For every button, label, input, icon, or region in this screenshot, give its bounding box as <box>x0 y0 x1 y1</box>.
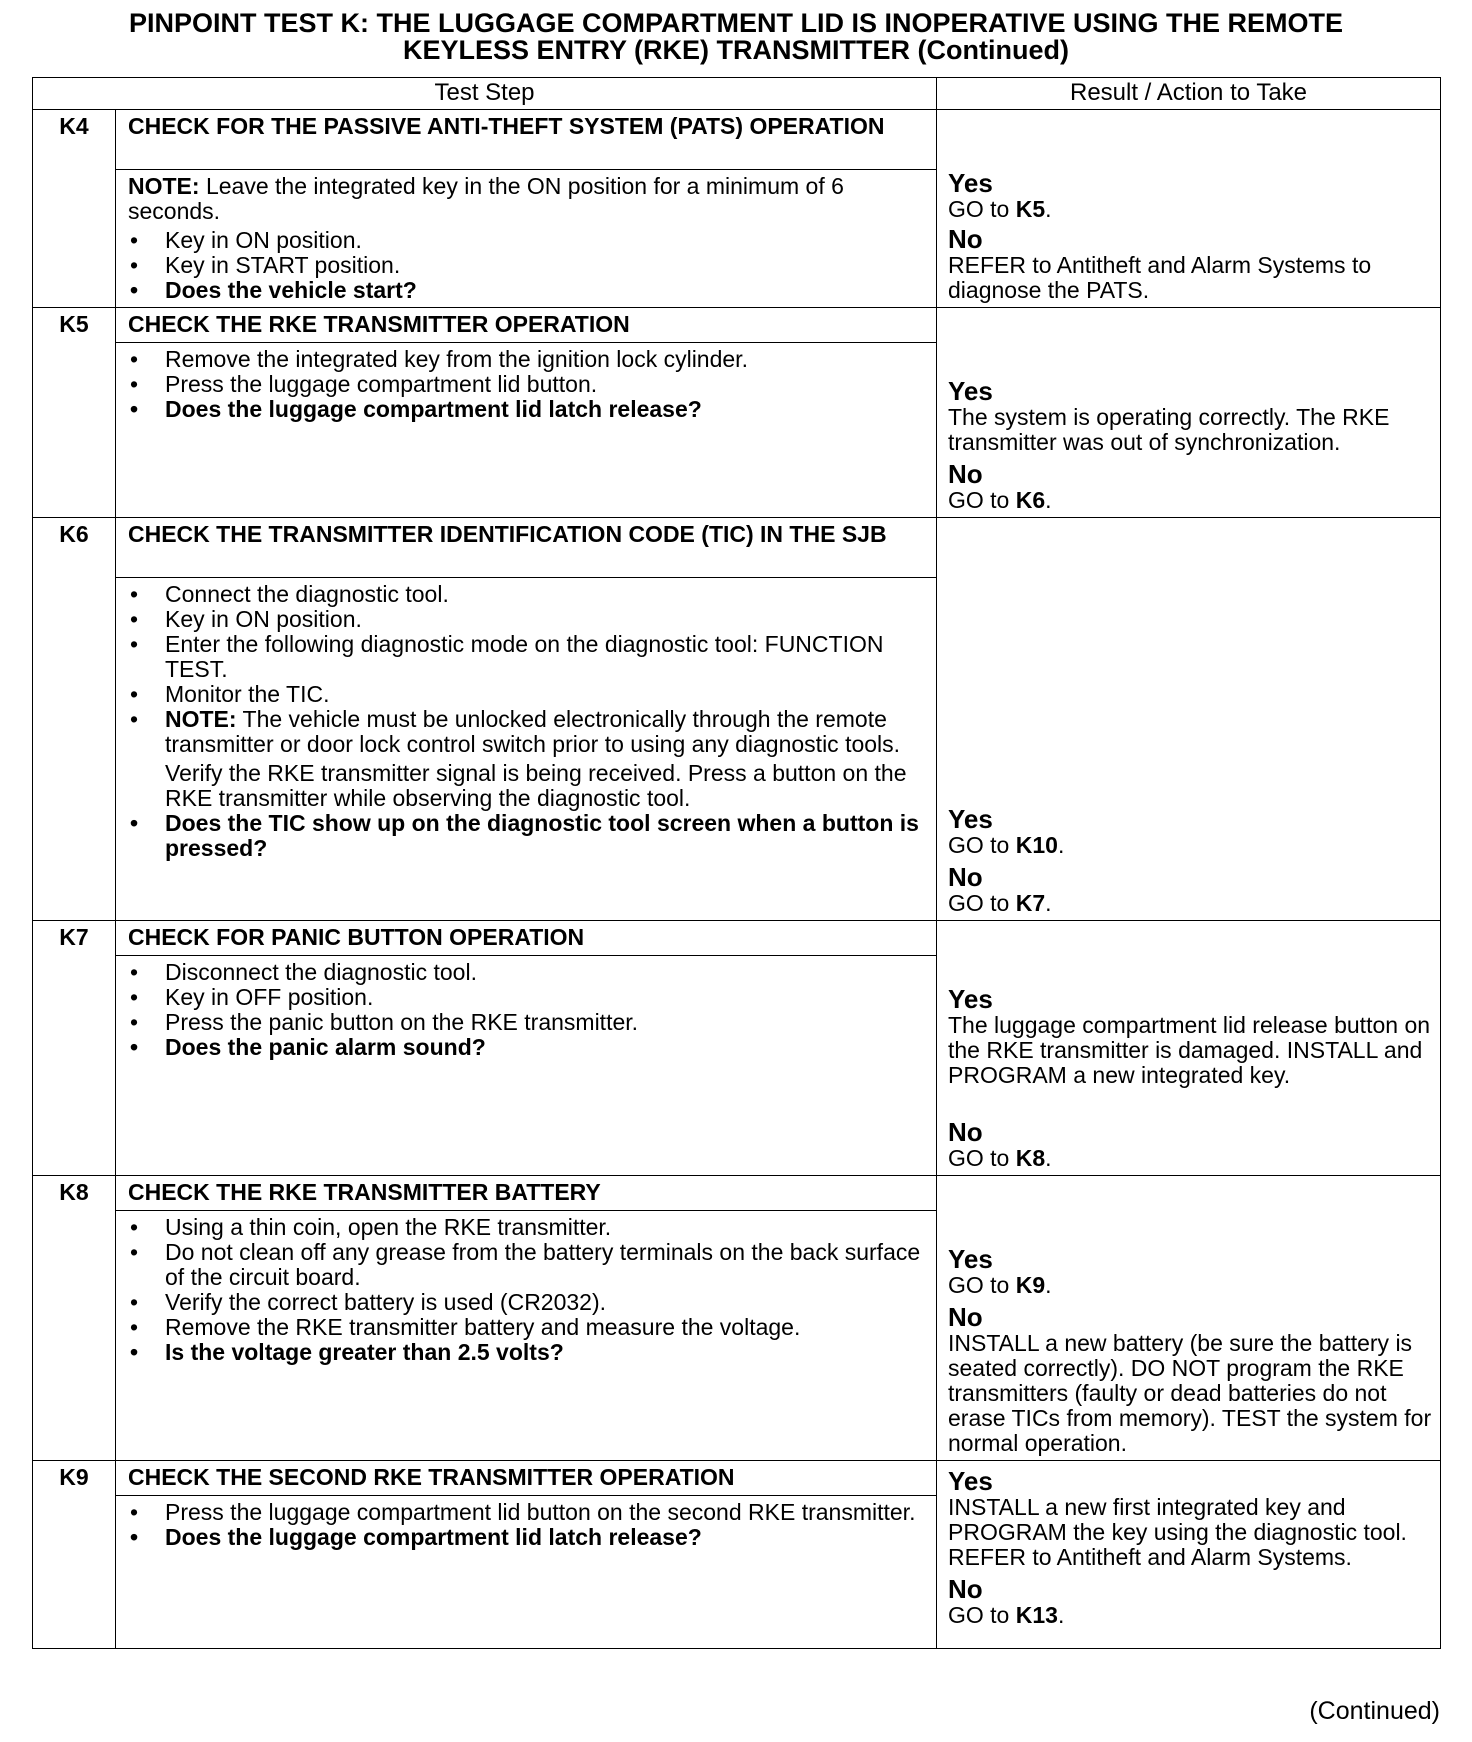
step-k5-title: CHECK THE RKE TRANSMITTER OPERATION <box>116 308 937 343</box>
step-k8-title: CHECK THE RKE TRANSMITTER BATTERY <box>116 1176 937 1211</box>
step-k9-id: K9 <box>33 1461 116 1649</box>
step-k6-title-row <box>33 518 1441 578</box>
step-k5-question: • Does the luggage compartment lid latch release? <box>128 397 926 422</box>
step-k5-id: K5 <box>33 308 116 518</box>
step-k7-title-row <box>33 921 1441 956</box>
step-k4-yes-link: K5 <box>1015 196 1046 222</box>
step-k5-bullet: • Press the luggage compartment lid button. <box>128 372 926 397</box>
step-k8-id: K8 <box>33 1176 116 1461</box>
step-k6-yes-link: K10 <box>1015 832 1058 858</box>
step-k7-title: CHECK FOR PANIC BUTTON OPERATION <box>116 921 937 956</box>
step-k6-yes-label: Yes <box>948 804 993 834</box>
step-k7-bullet: • Key in OFF position. <box>128 985 926 1010</box>
step-k7-id: K7 <box>33 921 116 1176</box>
step-k4-bullet: • Key in START position. <box>128 253 926 278</box>
step-k4-no-action: REFER to Antitheft and Alarm Systems to diagnose the PATS. <box>948 252 1372 303</box>
step-k8-bullet: • Remove the RKE transmitter battery and measure the voltage. <box>128 1315 926 1340</box>
step-k6-id: K6 <box>33 518 116 921</box>
step-k9-no-label: No <box>948 1574 983 1604</box>
step-k6-question: • Does the TIC show up on the diagnostic tool screen when a button is pressed? <box>128 811 926 861</box>
step-k4-note: NOTE: Leave the integrated key in the ON position for a minimum of 6 seconds. <box>128 173 844 224</box>
step-k8-title-row <box>33 1176 1441 1211</box>
step-k9-result <box>937 1461 1441 1649</box>
step-k9-question: • Does the luggage compartment lid latch release? <box>128 1525 926 1550</box>
column-header-test-step: Test Step <box>33 78 937 110</box>
step-k4-yes-label: Yes <box>948 168 993 198</box>
step-k6-no-action: GO to K7. <box>948 890 1052 916</box>
step-k6-body <box>116 578 937 921</box>
step-k7-no-link: K8 <box>1015 1145 1046 1171</box>
step-k8-yes-label: Yes <box>948 1244 993 1274</box>
step-k6-verify-text: Verify the RKE transmitter signal is being received. Press a button on the RKE transmitter while observing the diagnostic tool. <box>165 760 907 811</box>
step-k9-title: CHECK THE SECOND RKE TRANSMITTER OPERATION <box>116 1461 937 1496</box>
step-k8-yes-link: K9 <box>1015 1272 1046 1298</box>
step-k9-yes-action: INSTALL a new first integrated key and PROGRAM the key using the diagnostic tool. REFER to Antitheft and Alarm Systems. <box>948 1494 1407 1570</box>
step-k8-bullet: • Verify the correct battery is used (CR2032). <box>128 1290 926 1315</box>
step-k7-body <box>116 956 937 1176</box>
step-k4-body <box>116 170 937 308</box>
column-header-result: Result / Action to Take <box>937 78 1441 110</box>
step-k7-yes-action: The luggage compartment lid release button on the RKE transmitter is damaged. INSTALL and PROGRAM a new integrated key. <box>948 1012 1431 1088</box>
step-k7-bullet: • Press the panic button on the RKE transmitter. <box>128 1010 926 1035</box>
step-k8-bullet: • Using a thin coin, open the RKE transmitter. <box>128 1215 926 1240</box>
step-k8-bullet: • Do not clean off any grease from the battery terminals on the back surface of the circuit board. <box>128 1240 926 1290</box>
page-title <box>32 10 1440 64</box>
step-k8-result <box>937 1176 1441 1461</box>
step-k6-title: CHECK THE TRANSMITTER IDENTIFICATION CODE (TIC) IN THE SJB <box>116 518 937 578</box>
step-k8-no-label: No <box>948 1302 983 1332</box>
step-k9-yes-label: Yes <box>948 1466 993 1496</box>
step-k5-bullet: • Remove the integrated key from the ignition lock cylinder. <box>128 347 926 372</box>
step-k7-result <box>937 921 1441 1176</box>
step-k8-no-action: INSTALL a new battery (be sure the battery is seated correctly). DO NOT program the RKE transmitters (faulty or dead batteries do not erase TICs from memory). TEST the system for normal operation. <box>948 1330 1432 1456</box>
step-k5-no-action: GO to K6. <box>948 487 1052 513</box>
step-k6-yes-action: GO to K10. <box>948 832 1065 858</box>
step-k6-bullet: • Key in ON position. <box>128 607 926 632</box>
step-k4-yes-action: GO to K5. <box>948 196 1052 222</box>
step-k5-result <box>937 308 1441 518</box>
page-title-line-1: PINPOINT TEST K: THE LUGGAGE COMPARTMENT LID IS INOPERATIVE USING THE REMOTE <box>128 8 1344 38</box>
step-k5-no-link: K6 <box>1015 487 1046 513</box>
continued-label: (Continued) <box>1309 1697 1440 1725</box>
step-k6-bullet: • Connect the diagnostic tool. <box>128 582 926 607</box>
step-k4-result <box>937 110 1441 308</box>
step-k8-yes-action: GO to K9. <box>948 1272 1052 1298</box>
step-k5-body <box>116 343 937 518</box>
step-k7-no-action: GO to K8. <box>948 1145 1052 1171</box>
step-k6-no-link: K7 <box>1015 890 1046 916</box>
step-k5-no-label: No <box>948 459 983 489</box>
step-k9-body <box>116 1496 937 1649</box>
pinpoint-test-table <box>32 77 1441 1649</box>
step-k7-no-label: No <box>948 1117 983 1147</box>
step-k9-no-action: GO to K13. <box>948 1602 1065 1628</box>
step-k7-bullet: • Disconnect the diagnostic tool. <box>128 960 926 985</box>
step-k5-title-row <box>33 308 1441 343</box>
page-title-line-2: KEYLESS ENTRY (RKE) TRANSMITTER (Continued) <box>403 35 1069 65</box>
step-k6-result <box>937 518 1441 921</box>
step-k4-id: K4 <box>33 110 116 308</box>
step-k6-bullet: • Monitor the TIC. <box>128 682 926 707</box>
step-k6-note-bullet: • NOTE: The vehicle must be unlocked electronically through the remote transmitter or door lock control switch prior to using any diagnostic tools. <box>128 707 926 757</box>
step-k9-title-row <box>33 1461 1441 1496</box>
step-k8-question: • Is the voltage greater than 2.5 volts? <box>128 1340 926 1365</box>
step-k8-body <box>116 1211 937 1461</box>
step-k4-bullet: • Key in ON position. <box>128 228 926 253</box>
step-k4-title-row <box>33 110 1441 170</box>
step-k7-yes-label: Yes <box>948 984 993 1014</box>
step-k4-no-label: No <box>948 224 983 254</box>
step-k7-question: • Does the panic alarm sound? <box>128 1035 926 1060</box>
step-k5-yes-label: Yes <box>948 376 993 406</box>
step-k4-question: • Does the vehicle start? <box>128 278 926 303</box>
step-k6-bullet: • Enter the following diagnostic mode on the diagnostic tool: FUNCTION TEST. <box>128 632 926 682</box>
step-k9-no-link: K13 <box>1015 1602 1058 1628</box>
step-k4-title: CHECK FOR THE PASSIVE ANTI-THEFT SYSTEM (PATS) OPERATION <box>116 110 937 170</box>
step-k5-yes-action: The system is operating correctly. The RKE transmitter was out of synchronization. <box>948 404 1390 455</box>
step-k9-bullet: • Press the luggage compartment lid button on the second RKE transmitter. <box>128 1500 926 1525</box>
step-k6-no-label: No <box>948 862 983 892</box>
table-header-row <box>33 78 1441 110</box>
